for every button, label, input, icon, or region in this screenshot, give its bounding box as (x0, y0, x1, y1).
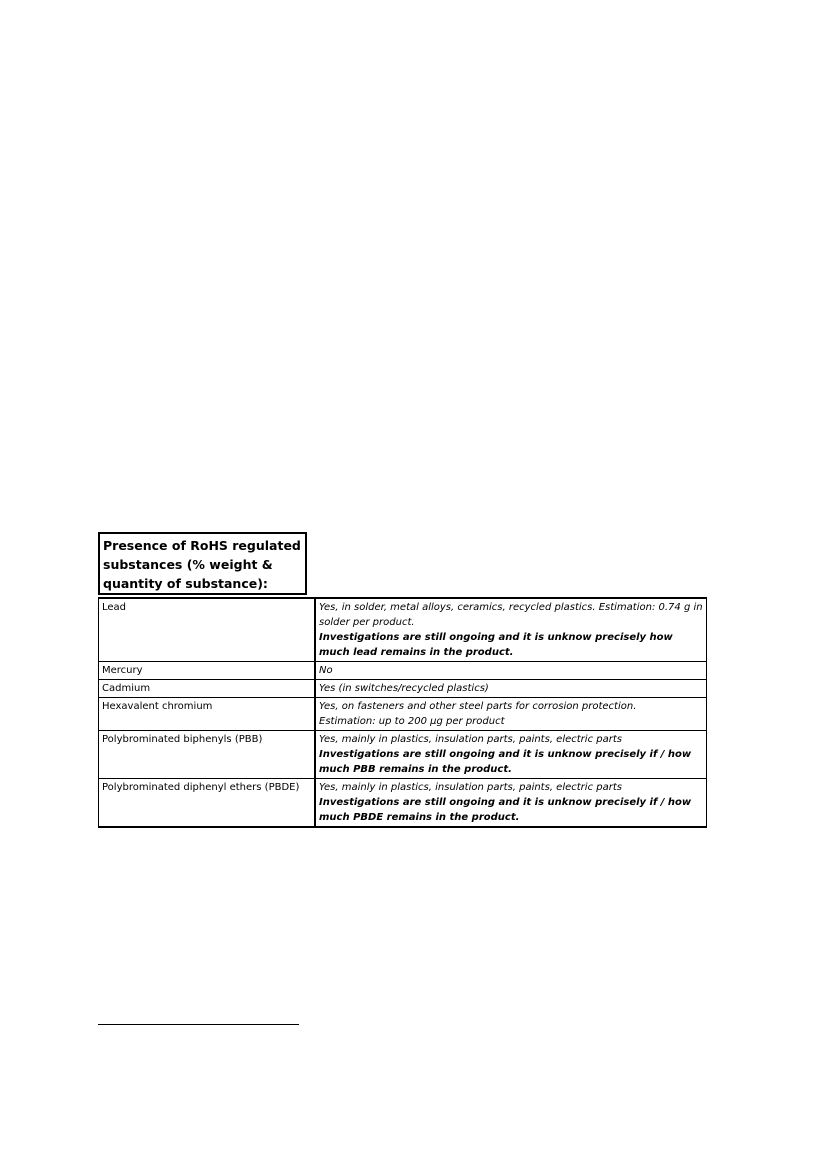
table-row (99, 779, 707, 828)
presence-note: Investigations are still ongoing and it is unknow precisely how much lead remains in the product. (319, 632, 673, 658)
table-row (99, 698, 707, 731)
presence-cell (315, 598, 707, 662)
substance-cell: Mercury (99, 662, 316, 680)
substance-cell: Polybrominated biphenyls (PBB) (99, 731, 316, 779)
presence-text: Yes, mainly in plastics, insulation parts, paints, electric parts (319, 782, 622, 793)
table-header-cell (98, 532, 307, 595)
substance-cell: Hexavalent chromium (99, 698, 316, 731)
presence-text: Yes, in solder, metal alloys, ceramics, recycled plastics. Estimation: 0.74 g in solder per product. (319, 602, 703, 628)
presence-note: Investigations are still ongoing and it is unknow precisely if / how much PBDE remains in the product. (319, 797, 692, 823)
presence-text: Yes, on fasteners and other steel parts for corrosion protection. (319, 701, 637, 712)
presence-cell (315, 680, 707, 698)
presence-cell (315, 731, 707, 779)
footnote-separator (98, 1024, 299, 1025)
substance-cell: Cadmium (99, 680, 316, 698)
presence-estimation: Estimation: up to 200 µg per product (319, 716, 505, 727)
presence-text: No (319, 665, 333, 676)
table-header-title: Presence of RoHS regulated substances (% weight & quantity of substance): (103, 538, 301, 591)
presence-cell (315, 698, 707, 731)
table-row (99, 680, 707, 698)
substance-cell: Lead (99, 598, 316, 662)
table-row (99, 598, 707, 662)
rohs-substances-table (98, 597, 707, 828)
presence-text: Yes (in switches/recycled plastics) (319, 683, 489, 694)
presence-text: Yes, mainly in plastics, insulation parts, paints, electric parts (319, 734, 622, 745)
presence-cell (315, 779, 707, 828)
table-row (99, 662, 707, 680)
presence-cell (315, 662, 707, 680)
presence-note: Investigations are still ongoing and it is unknow precisely if / how much PBB remains in the product. (319, 749, 692, 775)
table-row (99, 731, 707, 779)
substance-cell: Polybrominated diphenyl ethers (PBDE) (99, 779, 316, 828)
